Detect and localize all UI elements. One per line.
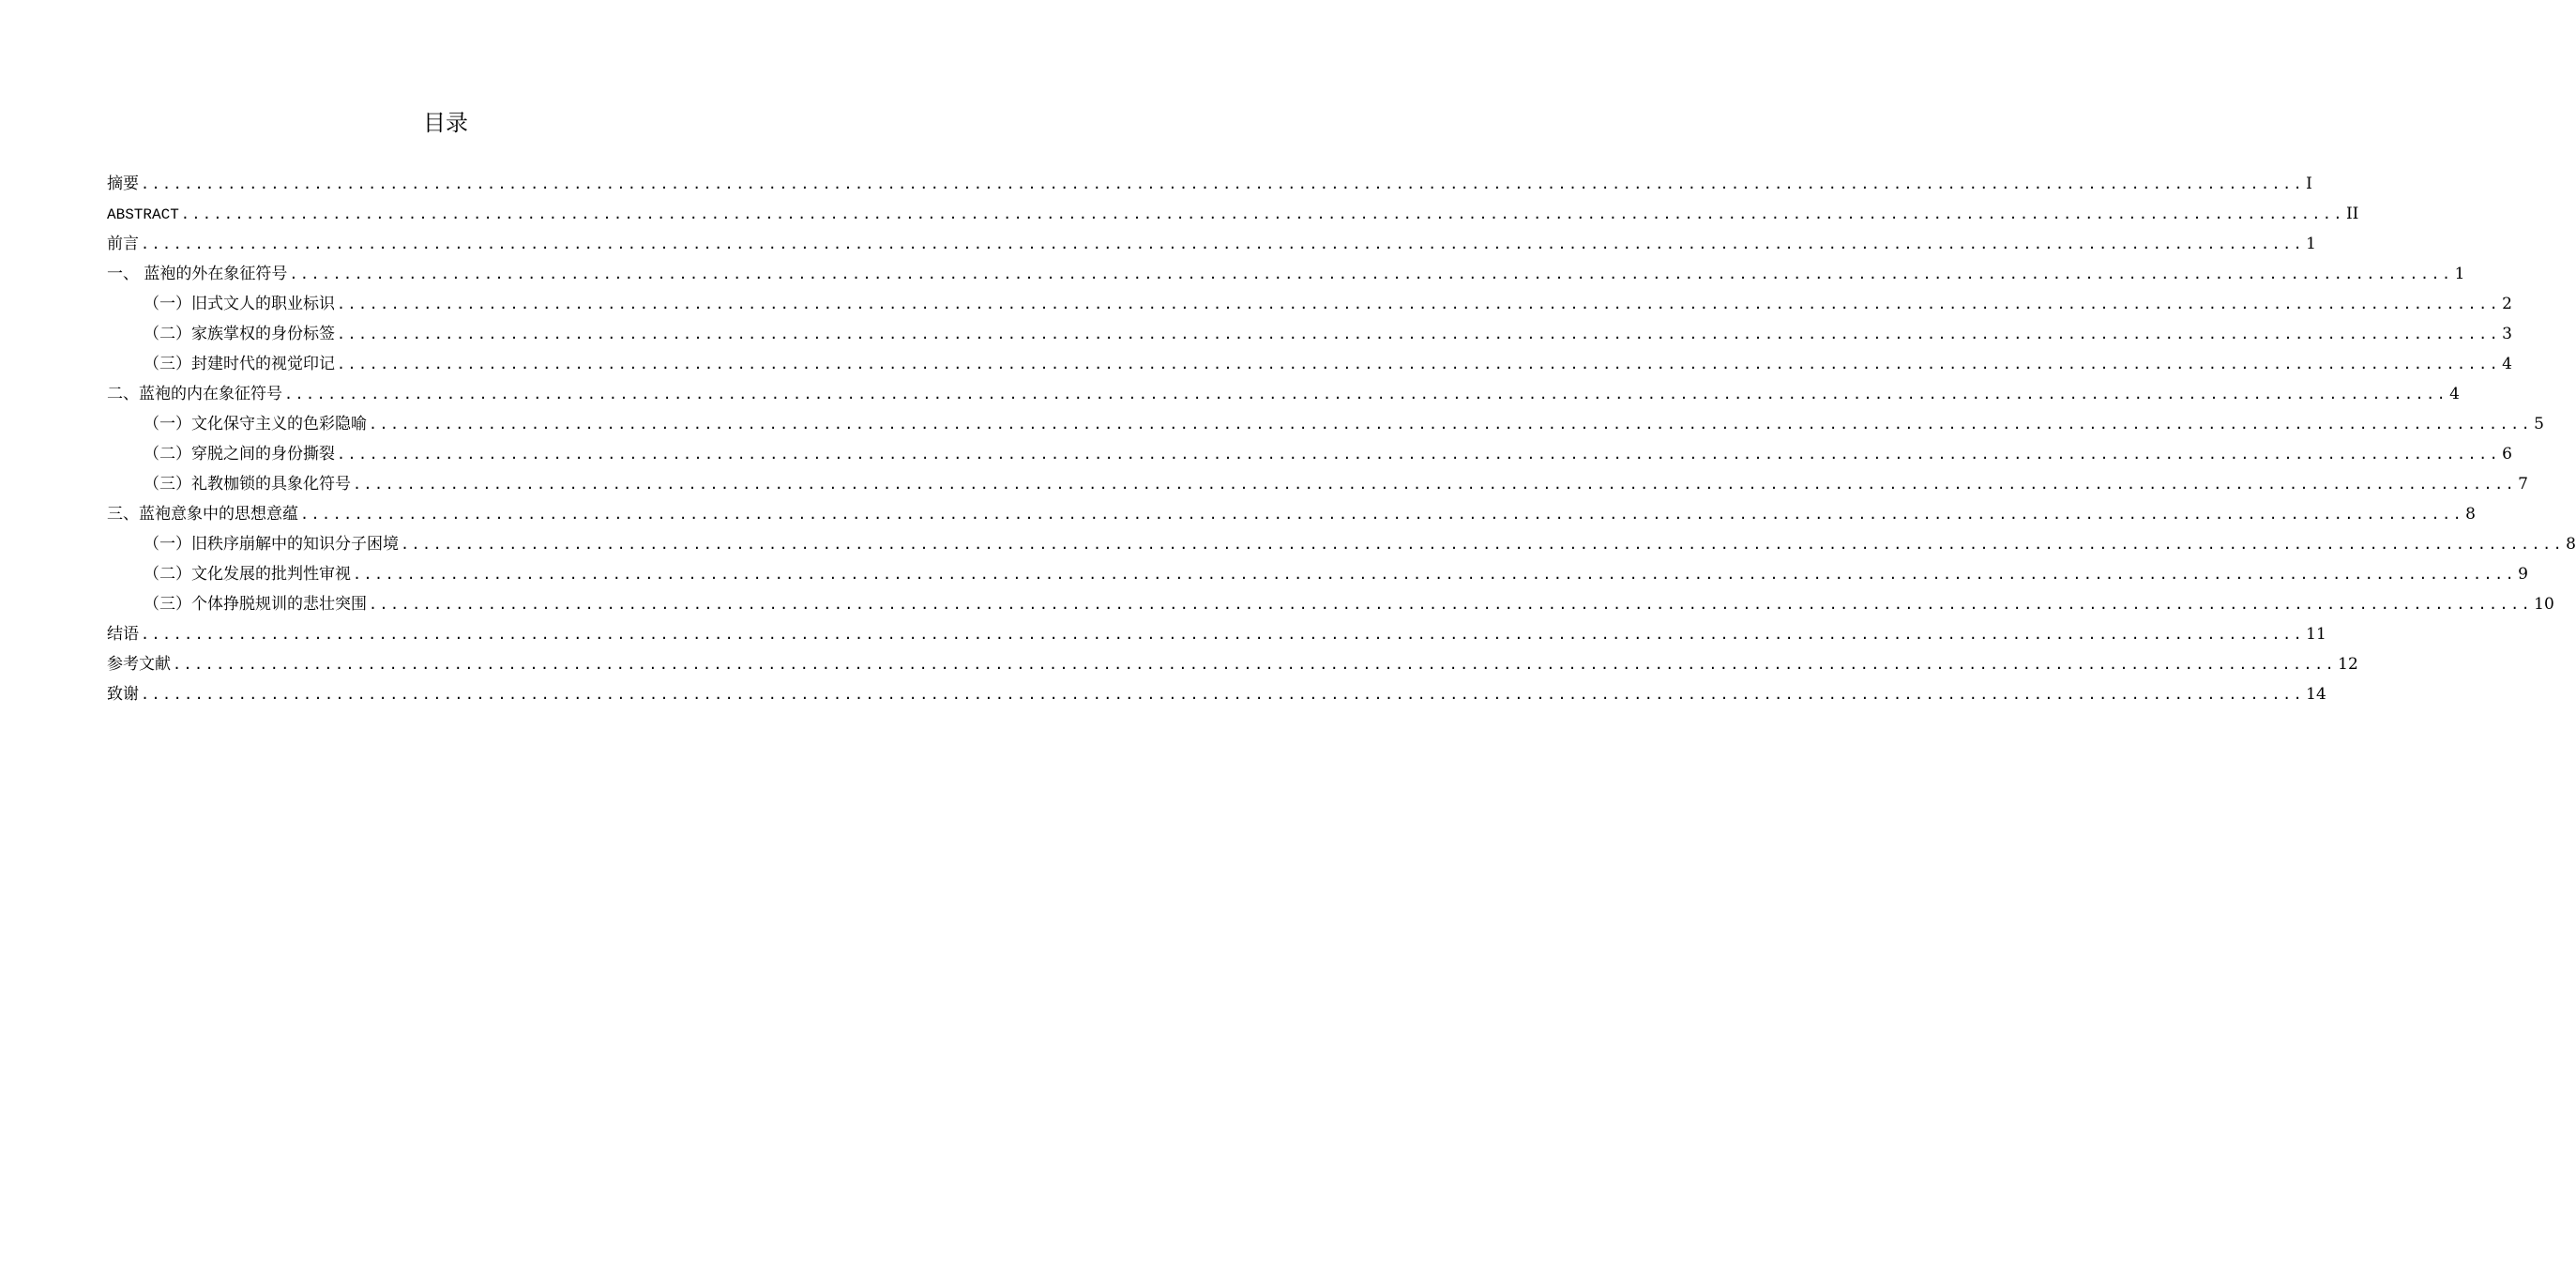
toc-dot-leader: ........................................................................................................................................................................................................ (141, 175, 2305, 192)
toc-entry-label: 前言 (107, 235, 139, 253)
toc-dot-leader: ........................................................................................................................................................................................................ (141, 626, 2305, 643)
toc-dot-leader: ........................................................................................................................................................................................................ (337, 326, 2501, 342)
toc-dot-leader: ........................................................................................................................................................................................................ (369, 416, 2533, 433)
toc-page-number: 11 (2306, 625, 2326, 644)
toc-dot-leader: ........................................................................................................................................................................................................ (337, 446, 2501, 463)
toc-entry-label: （三）封建时代的视觉印记 (144, 355, 335, 373)
toc-page-number: 4 (2502, 355, 2512, 373)
toc-dot-leader: ........................................................................................................................................................................................................ (353, 566, 2517, 583)
toc-page-number: 3 (2502, 325, 2512, 343)
toc-title: 目录 (423, 110, 468, 136)
toc-page-number: 2 (2502, 295, 2512, 313)
toc-entry[interactable] (107, 529, 2576, 559)
toc-entry[interactable] (107, 469, 2528, 499)
toc-page-number: 4 (2449, 385, 2460, 403)
toc-entry[interactable] (107, 649, 2358, 679)
toc-entry[interactable] (107, 439, 2512, 469)
toc-page-number: 5 (2534, 415, 2544, 433)
toc-dot-leader: ........................................................................................................................................................................................................ (337, 296, 2501, 312)
toc-dot-leader: ........................................................................................................................................................................................................ (141, 235, 2305, 252)
toc-page-number: 14 (2306, 685, 2326, 704)
toc-entry[interactable] (107, 229, 2316, 259)
toc-page-number: 9 (2518, 565, 2528, 584)
toc-entry-label: （一）旧式文人的职业标识 (144, 295, 335, 313)
toc-entry-label: 结语 (107, 625, 139, 644)
toc-page-number: 8 (2465, 505, 2476, 524)
toc-entry[interactable] (107, 409, 2544, 439)
toc-entry[interactable] (107, 679, 2326, 709)
toc-dot-leader: ........................................................................................................................................................................................................ (284, 386, 2448, 403)
toc-page-number: I (2306, 175, 2312, 193)
toc-entry-label: （一）旧秩序崩解中的知识分子困境 (144, 535, 399, 554)
toc-entry-label: （二）家族掌权的身份标签 (144, 325, 335, 343)
toc-dot-leader: ........................................................................................................................................................................................................ (180, 205, 2344, 222)
toc-entry-label: 致谢 (107, 685, 139, 704)
toc-page-number: 6 (2502, 445, 2512, 463)
toc-entry-label: ABSTRACT (107, 206, 179, 223)
toc-entry-label: 二、蓝袍的内在象征符号 (107, 385, 282, 403)
toc-entry[interactable] (107, 259, 2465, 289)
toc-entry-label: （三）礼教枷锁的具象化符号 (144, 475, 351, 494)
toc-dot-leader: ........................................................................................................................................................................................................ (289, 266, 2453, 282)
toc-dot-leader: ........................................................................................................................................................................................................ (353, 476, 2517, 493)
toc-entry-label: （二）穿脱之间的身份撕裂 (144, 445, 335, 463)
toc-entry-label: （三）个体挣脱规训的悲壮突围 (144, 595, 367, 614)
toc-dot-leader: ........................................................................................................................................................................................................ (401, 536, 2565, 553)
toc-entry-label: 一、 蓝袍的外在象征符号 (107, 265, 288, 283)
toc-dot-leader: ........................................................................................................................................................................................................ (300, 506, 2464, 523)
toc-entry[interactable] (107, 349, 2512, 379)
toc-entry[interactable] (107, 199, 2359, 229)
toc-entry[interactable] (107, 169, 2312, 199)
toc-entry-label: （二）文化发展的批判性审视 (144, 565, 351, 584)
toc-entry[interactable] (107, 289, 2512, 319)
toc-entry[interactable] (107, 589, 2554, 619)
toc-page-number: 10 (2534, 595, 2554, 614)
toc-dot-leader: ........................................................................................................................................................................................................ (173, 656, 2337, 673)
toc-entry-label: 摘要 (107, 175, 139, 193)
table-of-contents (107, 169, 2576, 709)
toc-entry-label: （一）文化保守主义的色彩隐喻 (144, 415, 367, 433)
toc-page-number: 1 (2454, 265, 2465, 283)
toc-entry[interactable] (107, 379, 2460, 409)
toc-dot-leader: ........................................................................................................................................................................................................ (337, 356, 2501, 372)
toc-entry-label: 参考文献 (107, 655, 171, 674)
toc-entry[interactable] (107, 619, 2326, 649)
toc-dot-leader: ........................................................................................................................................................................................................ (369, 596, 2533, 613)
toc-page-number: 7 (2518, 475, 2528, 494)
toc-entry[interactable] (107, 559, 2528, 589)
toc-entry[interactable] (107, 499, 2476, 529)
toc-entry[interactable] (107, 319, 2512, 349)
toc-page-number: II (2345, 205, 2359, 223)
toc-entry-label: 三、蓝袍意象中的思想意蕴 (107, 505, 298, 524)
toc-dot-leader: ........................................................................................................................................................................................................ (141, 686, 2305, 703)
toc-page-number: 12 (2338, 655, 2358, 674)
toc-page-number: 1 (2306, 235, 2316, 253)
toc-page-number: 8 (2566, 535, 2576, 554)
